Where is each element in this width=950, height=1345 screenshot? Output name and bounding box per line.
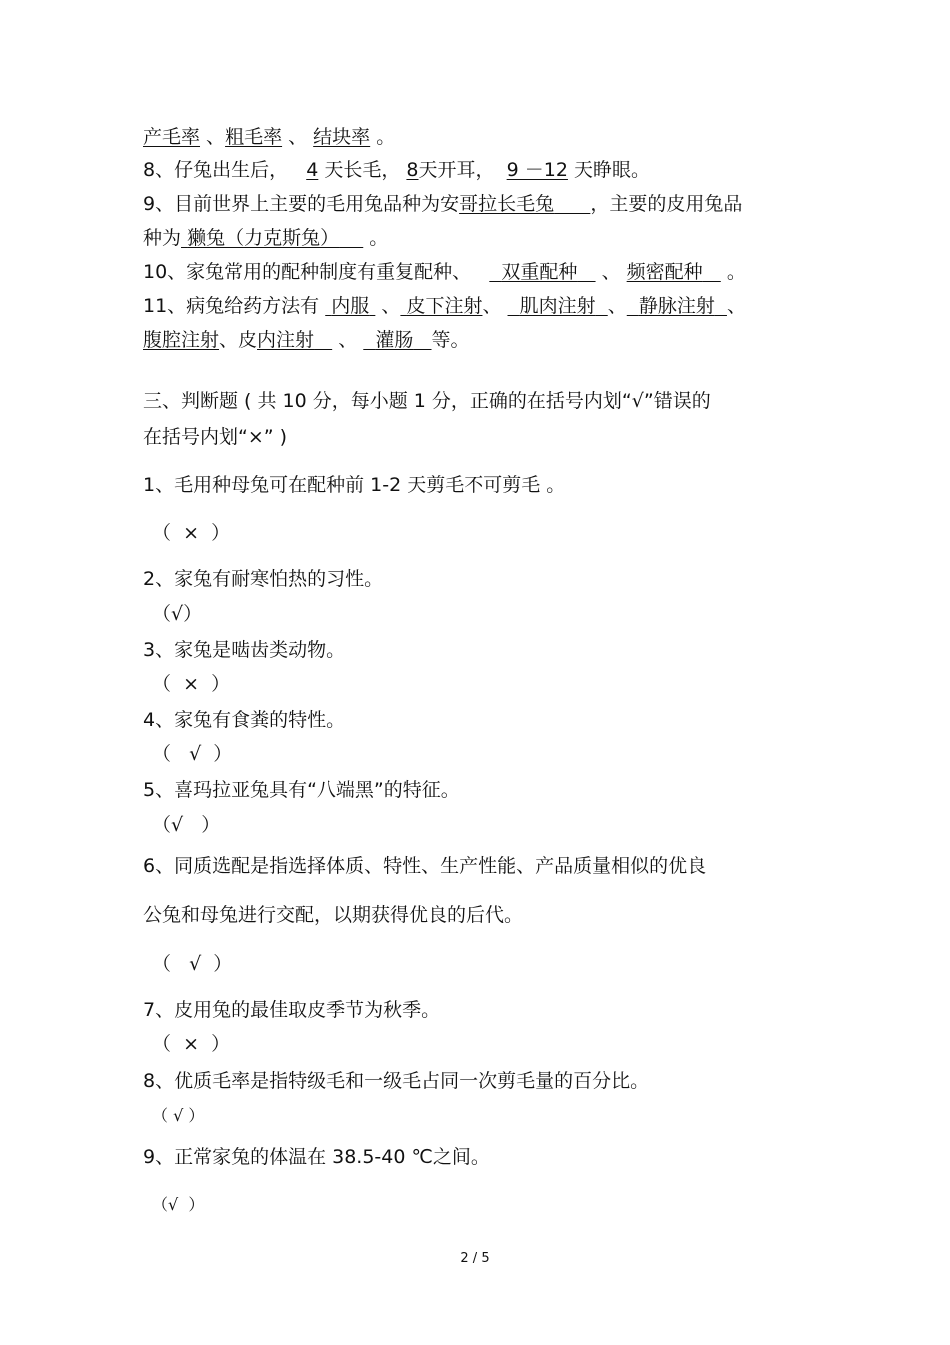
- question-text: 10、家兔常用的配种制度有重复配种、: [143, 261, 472, 283]
- separator: 、皮: [219, 329, 258, 351]
- question-9: 9、正常家兔的体温在 38.5-40 ℃之间。: [143, 1146, 490, 1168]
- blank-answer: 产毛率: [143, 126, 201, 148]
- blank-answer: 8: [406, 159, 419, 181]
- question-text: 天长毛，: [324, 159, 401, 181]
- question-text: 9、目前世界上主要的毛用兔品种为安: [143, 193, 460, 215]
- fill-line-11a: [143, 293, 746, 319]
- blank-answer: 灌肠: [375, 329, 414, 351]
- separator: 、: [338, 329, 358, 351]
- answer-6: （ √ ）: [152, 953, 233, 975]
- answer-4: （ √ ）: [152, 743, 233, 765]
- answer-5: （√ ）: [152, 814, 221, 836]
- blank-answer: 内注射: [257, 329, 315, 351]
- answer-9: （√ ）: [152, 1195, 205, 1214]
- question-text: 种为: [143, 227, 182, 249]
- blank-answer: 频密配种: [626, 261, 703, 283]
- question-8: 8、优质毛率是指特级毛和一级毛占同一次剪毛量的百分比。: [143, 1070, 650, 1092]
- question-7: 7、皮用兔的最佳取皮季节为秋季。: [143, 999, 441, 1021]
- section-heading-cont: 在括号内划“×” ): [143, 426, 288, 448]
- question-text: ，主要的皮用兔品: [590, 193, 743, 215]
- fill-line-8: [143, 157, 650, 183]
- question-6: 6、同质选配是指选择体质、特性、生产性能、产品质量相似的优良: [143, 855, 707, 877]
- question-text: 11、病兔给药方法有: [143, 295, 320, 317]
- answer-7: （ × ）: [152, 1033, 231, 1055]
- section-heading: 三、判断题 ( 共 10 分，每小题 1 分，正确的在括号内划“√”错误的: [143, 390, 711, 412]
- answer-1: （ × ）: [152, 522, 231, 544]
- separator: 。: [370, 126, 396, 148]
- separator: 、: [482, 295, 502, 317]
- blank-answer: 结块率: [313, 126, 371, 148]
- question-text: 天睁眼。: [573, 159, 650, 181]
- question-2: 2、家兔有耐寒怕热的习性。: [143, 568, 384, 590]
- blank-answer: 哥拉长毛兔: [459, 193, 555, 215]
- separator: 。: [720, 261, 746, 283]
- blank-answer: 肌肉注射: [519, 295, 596, 317]
- fill-line-11b: [143, 327, 470, 353]
- answer-2: （√）: [152, 603, 203, 625]
- answer-8: （ √ ）: [152, 1106, 205, 1125]
- question-4: 4、家兔有食粪的特性。: [143, 709, 346, 731]
- separator: 、: [726, 295, 746, 317]
- separator: 、: [282, 126, 314, 148]
- answer-3: （ × ）: [152, 673, 231, 695]
- question-text: 天开耳，: [418, 159, 495, 181]
- separator: 、: [595, 261, 627, 283]
- question-5: 5、喜玛拉亚兔具有“八端黑”的特征。: [143, 779, 460, 801]
- fill-line-9b: [143, 225, 388, 251]
- fill-line-9a: [143, 191, 742, 217]
- separator: 、: [607, 295, 627, 317]
- blank-answer: 腹腔注射: [143, 329, 220, 351]
- question-6-cont: 公兔和母兔进行交配，以期获得优良的后代。: [143, 904, 524, 926]
- question-text: 8、仔兔出生后，: [143, 159, 289, 181]
- blank-answer: 静脉注射: [638, 295, 715, 317]
- separator: 、: [381, 295, 401, 317]
- blank-answer: 内服: [331, 295, 370, 317]
- question-1: 1、毛用种母兔可在配种前 1-2 天剪毛不可剪毛 。: [143, 474, 566, 496]
- page-number: 2 / 5: [460, 1251, 490, 1266]
- fill-line-10: [143, 259, 746, 285]
- blank-answer: 4: [306, 159, 319, 181]
- question-text: 。: [363, 227, 389, 249]
- separator: 、: [200, 126, 226, 148]
- blank-answer: 皮下注射: [406, 295, 483, 317]
- blank-answer: 双重配种: [501, 261, 578, 283]
- fill-line-7-cont: [143, 124, 395, 150]
- question-text: 等。: [431, 329, 470, 351]
- blank-answer: 9 －12: [506, 159, 568, 181]
- blank-answer: 粗毛率: [225, 126, 283, 148]
- question-3: 3、家兔是啮齿类动物。: [143, 639, 346, 661]
- blank-answer: 獭兔（力克斯兔）: [187, 227, 340, 249]
